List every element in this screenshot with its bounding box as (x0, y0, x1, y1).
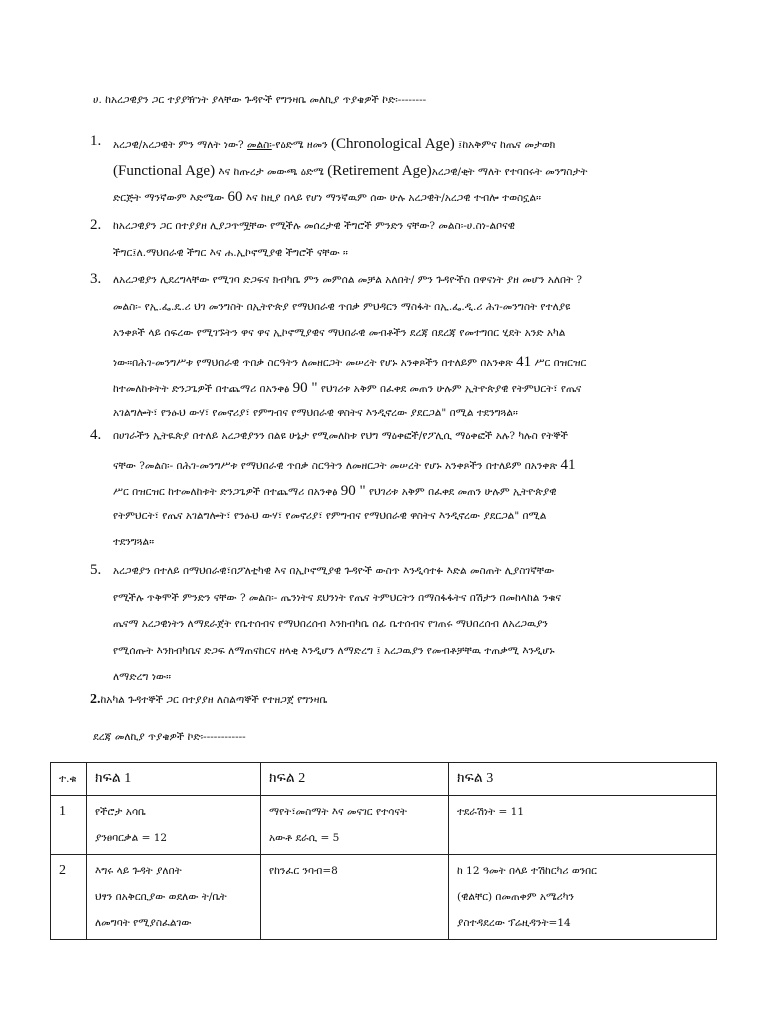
cell-part3: ከ 12 ዓመት በላይ ተሽከርካሪ ወንበር (ዊልቸር) በመጠቀም አሜሪካን ያስተዳደረው ፕሬዚዳንት=14 (449, 855, 717, 940)
question-number: 4. (90, 427, 102, 443)
question-line: ነው።በሕገ-መንግሥቱ የማህበራዊ ጥበቃ ስርዓትን ለመዘርጋት መሠረት የሆኑ አንቀጾችን በተለይም በአንቀጽ 41 ሥር በዝርዝር (113, 353, 587, 370)
question-line: ለማድረግ ነው። (113, 671, 171, 683)
question-line: አረጋዊያን በተለይ በማህበራዊ፣በፖለቲካዊ እና በኢኮኖሚያዊ ጉዳዮች ውስጥ እንዲሳተፉ እድል መስጠት ሊያስገኛቸው (113, 565, 555, 577)
question-line: ለአረጋዊያን ሊደረግላቸው የሚገባ ድጋፍና ክብካቤ ምን መምሰል መቻል አለበት/ ምን ጉዳዮችስ በዋናነት ያዘ መሆን አለበት ? (113, 274, 583, 286)
question-line: የትምህርት፣ የጤና አገልግሎት፣ የንፁህ ውሃ፣ የመኖሪያ፣ የምግብና የማህበራዊ ዋስትና እንዲኖረው ያደርጋል" በሚል (113, 509, 547, 522)
cell-part2: የከንፈር ንባብ=8 (261, 855, 449, 940)
question-line: አገልግሎት፣ የንፁህ ውሃ፣ የመኖሪያ፣ የምግብና የማህበራዊ ዋስትና እንዲኖረው ያደርጋል" በሚል ተደንግጓል። (113, 406, 518, 419)
table-row (51, 855, 717, 940)
section2-text: ከአካል ጉዳተኞች ጋር በተያያዘ ለስልጣኞች የተዘጋጀ የግንዛቤ (100, 694, 328, 706)
question-line: ከተመለከቱትት ድንጋጌዎች በተጨማሪ በአንቀፅ 90 " የህገሪቱ አቅም በፈቀደ መጠን ሁሉም ኢትዮጵያዊ የትምህርት፣ የጤና (113, 380, 582, 396)
section2-number: 2. (90, 692, 101, 707)
cell-part2: ማየት፣መስማት እና መናገር የተሳናት አውቶ ደራሲ = 5 (261, 796, 449, 855)
question-line: የሚሰጡት እንክብካቤና ድጋፍ ለማጠናከርና ዘላቂ እንዲሆን ለማድረግ ፤ አረጋዉያን የመብቶቻቸዉ ተጠቃሚ እንዲሆኑ (113, 644, 555, 657)
header-part2: ክፍል 2 (261, 763, 449, 796)
table-header-row (51, 763, 717, 796)
question-line: ችግር፤ለ.ማህበራዊ ችግር እና ሐ.ኢኮኖሚያዊ ችግሮች ናቸው ። (113, 246, 348, 259)
question-line: የሚችሉ ጥቅሞች ምንድን ናቸው ? መልስ፡- ጤንነትና ደህንነት የጤና ትምህርትን በማስፋፋትና በሽታን በመከላከል ንቁና (113, 591, 561, 604)
header-part3: ክፍል 3 (449, 763, 717, 796)
header-part1: ክፍል 1 (87, 763, 261, 796)
question-line: አንቀጾች ላይ ሰፍረው የሚገኙትን ዋና ዋና ኢኮኖሚያዊና ማህበራዊ መብቶችን ደረጃ በደረጃ የመተግበር ሂደት አንድ አካል (113, 327, 566, 339)
question-line: ሥር በዝርዝር ከተመለከቱት ድንጋጌዎች በተጨማሪ በአንቀፅ 90 " የህገሪቱ አቅም በፈቀደ መጠን ሁሉም ኢትዮጵያዊ (113, 483, 557, 499)
cell-part1: እግሩ ላይ ጉዳት ያለበት ህፃን በአቅርቢያው ወደለው ት/ቤት ለመግባት የሚያስፈልገው (87, 855, 261, 940)
question-line: አረጋዊ/አረጋዊት ምን ማለት ነው? መልስ፡-የዕድሜ ዘመን (Chronological Age) ፤ከአቅምና ከጤና መታወክ (113, 136, 556, 152)
question-header: ደረጃ መለኪያ ጥያቄዎች ኮድ፡------------ (93, 731, 246, 743)
question-line: (Functional Age) እና ከጡረታ መውጫ ዕድሜ (Retirement Age)አረጋዊ/ቂት ማለት የተባበሩት መንግስታት (113, 162, 588, 179)
question-line: ድርጅት ማንኛውም እድሜው 60 እና ከዚያ በላይ የሆነ ማንኛዉም ሰው ሁሉ አረጋዊት/አረጋዊ ተብሎ ተወስኗል። (113, 189, 542, 205)
row-number: 1 (51, 796, 87, 855)
row-number: 2 (51, 855, 87, 940)
header-no: ተ.ቁ (51, 763, 87, 796)
answer-table (50, 762, 717, 940)
question-line: በሀገራችን ኢትዪጵያ በተለይ አረጋዊያንን በልዩ ሁኔታ የሚመለከቱ የህግ ማዕቀፎች/የፖሊሲ ማዕቀፎች አሉ? ካሉስ የትኞች (113, 430, 569, 442)
question-line: ከአረጋዊያን ጋር በተያያዘ ሊያጋጥሟቸው የሚችሉ መሰረታዊ ችግሮች ምንድን ናቸው? መልስ፡-ሀ.ስነ-ልቦናዊ (113, 220, 515, 232)
table-row (51, 796, 717, 855)
question-number: 2. (90, 217, 102, 233)
section2-title (90, 692, 327, 708)
cell-part3: ተደራሽነት = 11 (449, 796, 717, 855)
question-line: ጤናማ አረጋዊነትን ለማደራጀት የቤተሰብና የማህበረሰብ እንክብካቤ ሰፊ ቤተሰብና የገጠሩ ማህበረሰብ ለአረጋዉያን (113, 618, 548, 630)
question-number: 3. (90, 271, 102, 287)
section-heading: ሀ. ከአረጋዊያን ጋር ተያያዥነት ያላቸው ጉዳዮች የግንዛቤ መለኪያ ጥያቄዎች ኮድ፡-------- (93, 94, 427, 106)
question-number: 1. (90, 133, 102, 149)
question-line: መልስ፡- የኢ.ፌ.ዴ.ሪ ህገ መንግስት በኢትዮጵያ የማህበራዊ ጥበቃ ምህዳርን ማስፋት በኢ.ፌ.ዲ.ሪ ሕገ-መንግስት የተለያዩ (113, 300, 571, 313)
question-line: ናቸው ?መልስ፡- በሕገ-መንግሥቱ የማህበራዊ ጥበቃ ስርዓትን ለመዘርጋት መሠረት የሆኑ አንቀጾችን በተለይም በአንቀጽ 41 (113, 456, 576, 473)
cell-part1: የችሮታ አሳቤ ያንፀባርቃል = 12 (87, 796, 261, 855)
question-number: 5. (90, 562, 102, 578)
question-line: ተደንግጓል። (113, 536, 155, 548)
